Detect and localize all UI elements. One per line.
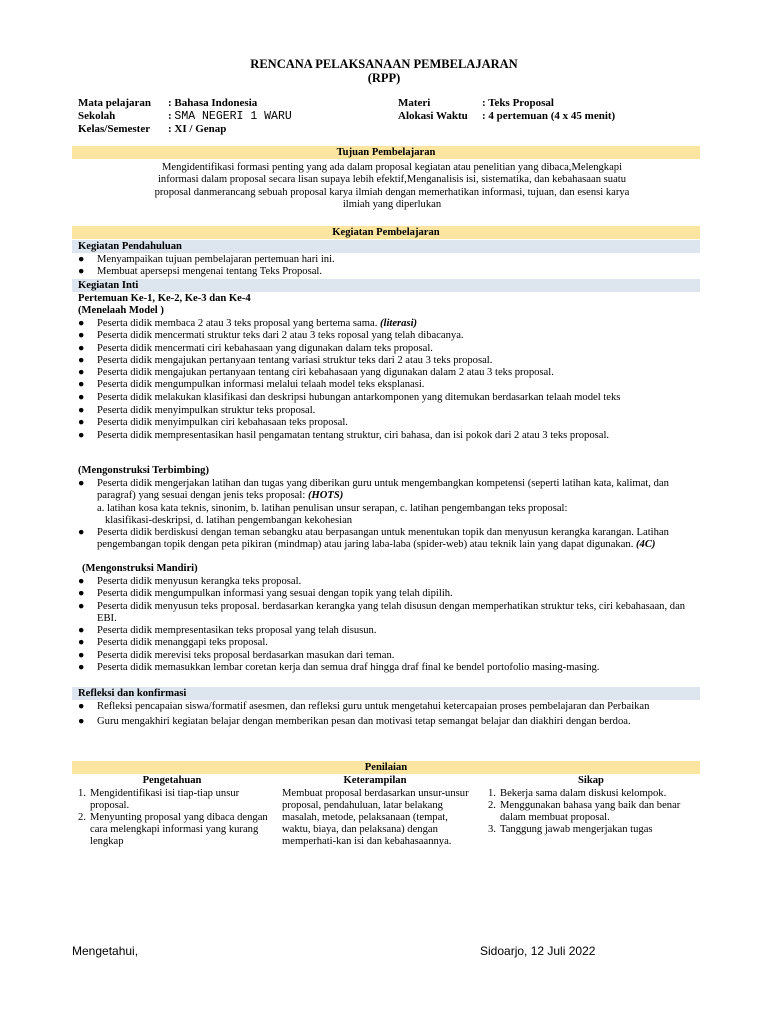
materi-row: [398, 97, 554, 110]
keterampilan-text: Membuat proposal berdasarkan unsur-unsur proposal, pendahuluan, latar belakang masalah, metode, pelaksanaan (tempat, waktu, biaya, dan pelaksana) dengan memperhati-kan isi dan kebahasaannya.: [282, 788, 469, 847]
bullet-icon: ●: [78, 625, 85, 637]
bullet-icon: ●: [78, 478, 85, 489]
bullet-icon: ●: [78, 391, 85, 403]
list-item: ● Guru mengakhiri kegiatan belajar dengan memberikan pesan dan motivasi tetap semangat belajar dan diakhiri dengan berdoa.: [78, 716, 631, 728]
list-item: ● Peserta didik menyusun teks proposal. berdasarkan kerangka yang telah disusun dengan memperhatikan struktur teks, ciri kebahasaan, dan EBI.: [78, 600, 686, 624]
pengetahuan-list: [72, 788, 272, 848]
mandiri-list: [72, 576, 704, 674]
bullet-icon: ●: [78, 330, 85, 342]
bullet-icon: ●: [78, 716, 85, 728]
alokasi-row: [398, 110, 615, 123]
bullet-icon: ●: [78, 318, 85, 329]
sub-line: a. latihan kosa kata teknis, sinonim, b. latihan penulisan unsur serapan, c. latihan pengembangan teks proposal:: [97, 502, 568, 514]
mengetahui-label: Mengetahui,: [72, 944, 139, 958]
place-date: Sidoarjo, 12 Juli 2022: [480, 944, 596, 958]
kelas-label: Kelas/Semester: [78, 123, 151, 135]
bullet-icon: ●: [78, 701, 85, 712]
list-item: 3. Tanggung jawab mengerjakan tugas: [488, 824, 653, 835]
kelas-row: [78, 123, 226, 136]
list-item: ● Peserta didik memasukkan lembar coretan kerja dan semua draf hingga draf final ke bendel portofolio masing-masing.: [78, 662, 600, 674]
list-item: ● Peserta didik mempresentasikan hasil pengamatan tentang struktur, ciri bahasa, dan isi pokok dari 2 atau 3 teks proposal.: [78, 429, 610, 441]
bullet-icon: ●: [78, 417, 85, 429]
refleksi-heading: Refleksi dan konfirmasi: [72, 687, 700, 700]
mapel-row: [78, 97, 257, 110]
bullet-icon: ●: [78, 405, 85, 417]
list-item: 1. Mengidentifikasi isi tiap-tiap unsur proposal.: [78, 788, 240, 811]
keterampilan-heading: Keterampilan: [343, 775, 407, 786]
pengetahuan-heading: Pengetahuan: [142, 775, 202, 786]
list-item: 1. Bekerja sama dalam diskusi kelompok.: [488, 788, 667, 799]
tujuan-line: ilmiah yang diperlukan: [342, 198, 442, 210]
tujuan-line: proposal danmerancang sebuah proposal karya ilmiah dengan memerhatikan informasi, tujuan, dan esensi karya: [154, 186, 630, 198]
doc-subtitle: (RPP): [367, 71, 401, 85]
list-item: ● Refleksi pencapaian siswa/formatif asesmen, dan refleksi guru untuk mengetahui ketercapaian proses pembelajaran dan Perbaikan: [78, 701, 650, 712]
bullet-icon: ●: [78, 576, 85, 587]
refleksi-list: [72, 701, 704, 729]
list-item: ● Peserta didik mempresentasikan teks proposal yang telah disusun.: [78, 625, 377, 637]
pendahuluan-list: [72, 254, 704, 279]
bullet-icon: ●: [78, 379, 85, 391]
doc-title: RENCANA PELAKSANAAN PEMBELAJARAN: [250, 57, 518, 71]
bullet-icon: ●: [78, 649, 85, 661]
bullet-icon: ●: [78, 354, 85, 366]
list-item: ● Membuat apersepsi mengenai tentang Teks Proposal.: [78, 266, 323, 278]
menelaah-heading: (Menelaah Model ): [78, 305, 164, 316]
list-item: ● Peserta didik mengajukan pertanyaan tentang variasi struktur teks dari 2 atau 3 teks proposal.: [78, 354, 493, 366]
list-item: ● Peserta didik melakukan klasifikasi dan deskripsi hubungan antarkomponen yang ditemukan berdasarkan telaah model teks: [78, 391, 621, 403]
list-item: ● Peserta didik mengerjakan latihan dan tugas yang diberikan guru untuk mengembangkan kompetensi (seperti latihan kata, kalimat, dan paragraf) yang sesuai dengan jenis teks proposal: (HOTS) a. latihan kosa kata teknis, sinonim, b. latihan penulisan unsur serapan, c. latihan pengembangan teks proposal: klasifikasi-deskripsi, d. latihan pengembangan kekohesian: [72, 478, 704, 527]
tujuan-line: Mengidentifikasi formasi penting yang ada dalam proposal kegiatan atau penelitian yang dibaca,Melengkapi: [161, 162, 623, 173]
inti-heading: Kegiatan Inti: [72, 279, 700, 292]
mapel-value: : Bahasa Indonesia: [168, 97, 258, 109]
list-item: ● Peserta didik menanggapi teks proposal.: [78, 637, 268, 649]
kelas-value: : XI / Genap: [168, 123, 227, 135]
sekolah-row: Sekolah : SMA NEGERI 1 WARU: [78, 110, 292, 123]
tujuan-heading: Tujuan Pembelajaran: [72, 146, 700, 159]
terbimbing-list: [72, 478, 704, 552]
bullet-icon: ●: [78, 588, 85, 600]
list-item: ● Peserta didik mengajukan pertanyaan tentang ciri kebahasaan yang digunakan dalam 2 atau 3 teks proposal.: [78, 367, 554, 379]
list-item: ● Peserta didik menyimpulkan ciri kebahasaan teks proposal.: [78, 417, 348, 429]
terbimbing-heading: (Mengonstruksi Terbimbing): [78, 465, 209, 476]
alokasi-label: Alokasi Waktu: [398, 110, 468, 122]
list-item: 2. Menggunakan bahasa yang baik dan benar dalam membuat proposal.: [488, 800, 681, 823]
list-item: ● Peserta didik menyimpulkan struktur teks proposal.: [78, 405, 316, 417]
list-item: ● Peserta didik menyusun kerangka teks proposal.: [78, 576, 302, 587]
bullet-icon: ●: [78, 367, 85, 379]
bullet-icon: ●: [78, 527, 85, 539]
mandiri-heading: (Mengonstruksi Mandiri): [82, 563, 198, 574]
list-item: ● Peserta didik merevisi teks proposal berdasarkan masukan dari teman.: [78, 649, 395, 661]
bullet-icon: ●: [78, 254, 85, 265]
list-item: 2. Menyunting proposal yang dibaca dengan cara melengkapi informasi yang kurang lengkap: [78, 812, 268, 847]
bullet-icon: ●: [78, 600, 85, 612]
sekolah-label: Sekolah: [78, 110, 116, 122]
alokasi-value: : 4 pertemuan (4 x 45 menit): [482, 110, 616, 122]
pendahuluan-heading: Kegiatan Pendahuluan: [72, 240, 700, 253]
tujuan-text: [108, 162, 676, 211]
kegiatan-heading: Kegiatan Pembelajaran: [72, 226, 700, 239]
pertemuan-label: Pertemuan Ke-1, Ke-2, Ke-3 dan Ke-4: [78, 293, 251, 304]
list-item: ● Peserta didik berdiskusi dengan teman sebangku atau berpasangan untuk menentukan topik dan menyusun kerangka karangan. Latihan pengembangan topik dengan peta pikiran (mindmap) atau jaring laba-laba (spider-web) atau teknik lain yang dapat digunakan. (4C): [78, 527, 669, 551]
list-item: ● Menyampaikan tujuan pembelajaran pertemuan hari ini.: [78, 254, 335, 265]
menelaah-list: [72, 318, 704, 442]
tujuan-line: informasi dalam proposal secara lisan supaya lebih efektif,Menganalisis isi, sistematika, dan kebahasaan suatu: [157, 174, 627, 186]
list-item: ● Peserta didik mencermati struktur teks dari 2 atau 3 teks roposal yang telah dibacanya.: [78, 330, 464, 342]
sikap-list: [482, 788, 704, 836]
materi-value: : Teks Proposal: [482, 97, 554, 109]
list-item: ● Peserta didik membaca 2 atau 3 teks proposal yang bertema sama. (literasi): [78, 318, 418, 329]
list-item: ● Peserta didik mengumpulkan informasi yang sesuai dengan topik yang telah dipilih.: [78, 588, 453, 600]
bullet-icon: ●: [78, 266, 85, 278]
list-item: ● Peserta didik mengumpulkan informasi melalui telaah model teks eksplanasi.: [78, 379, 425, 391]
list-item: ● Peserta didik mencermati ciri kebahasaan yang digunakan dalam teks proposal.: [78, 342, 433, 354]
mapel-label: Mata pelajaran: [78, 97, 152, 109]
materi-label: Materi: [398, 97, 431, 109]
sekolah-value: SMA NEGERI 1 WARU: [174, 110, 292, 123]
penilaian-heading: Penilaian: [72, 761, 700, 774]
bullet-icon: ●: [78, 662, 85, 674]
sikap-heading: Sikap: [578, 775, 604, 786]
bullet-icon: ●: [78, 342, 85, 354]
sub-line: klasifikasi-deskripsi, d. latihan pengembangan kekohesian: [97, 514, 353, 526]
bullet-icon: ●: [78, 429, 85, 441]
bullet-icon: ●: [78, 637, 85, 649]
